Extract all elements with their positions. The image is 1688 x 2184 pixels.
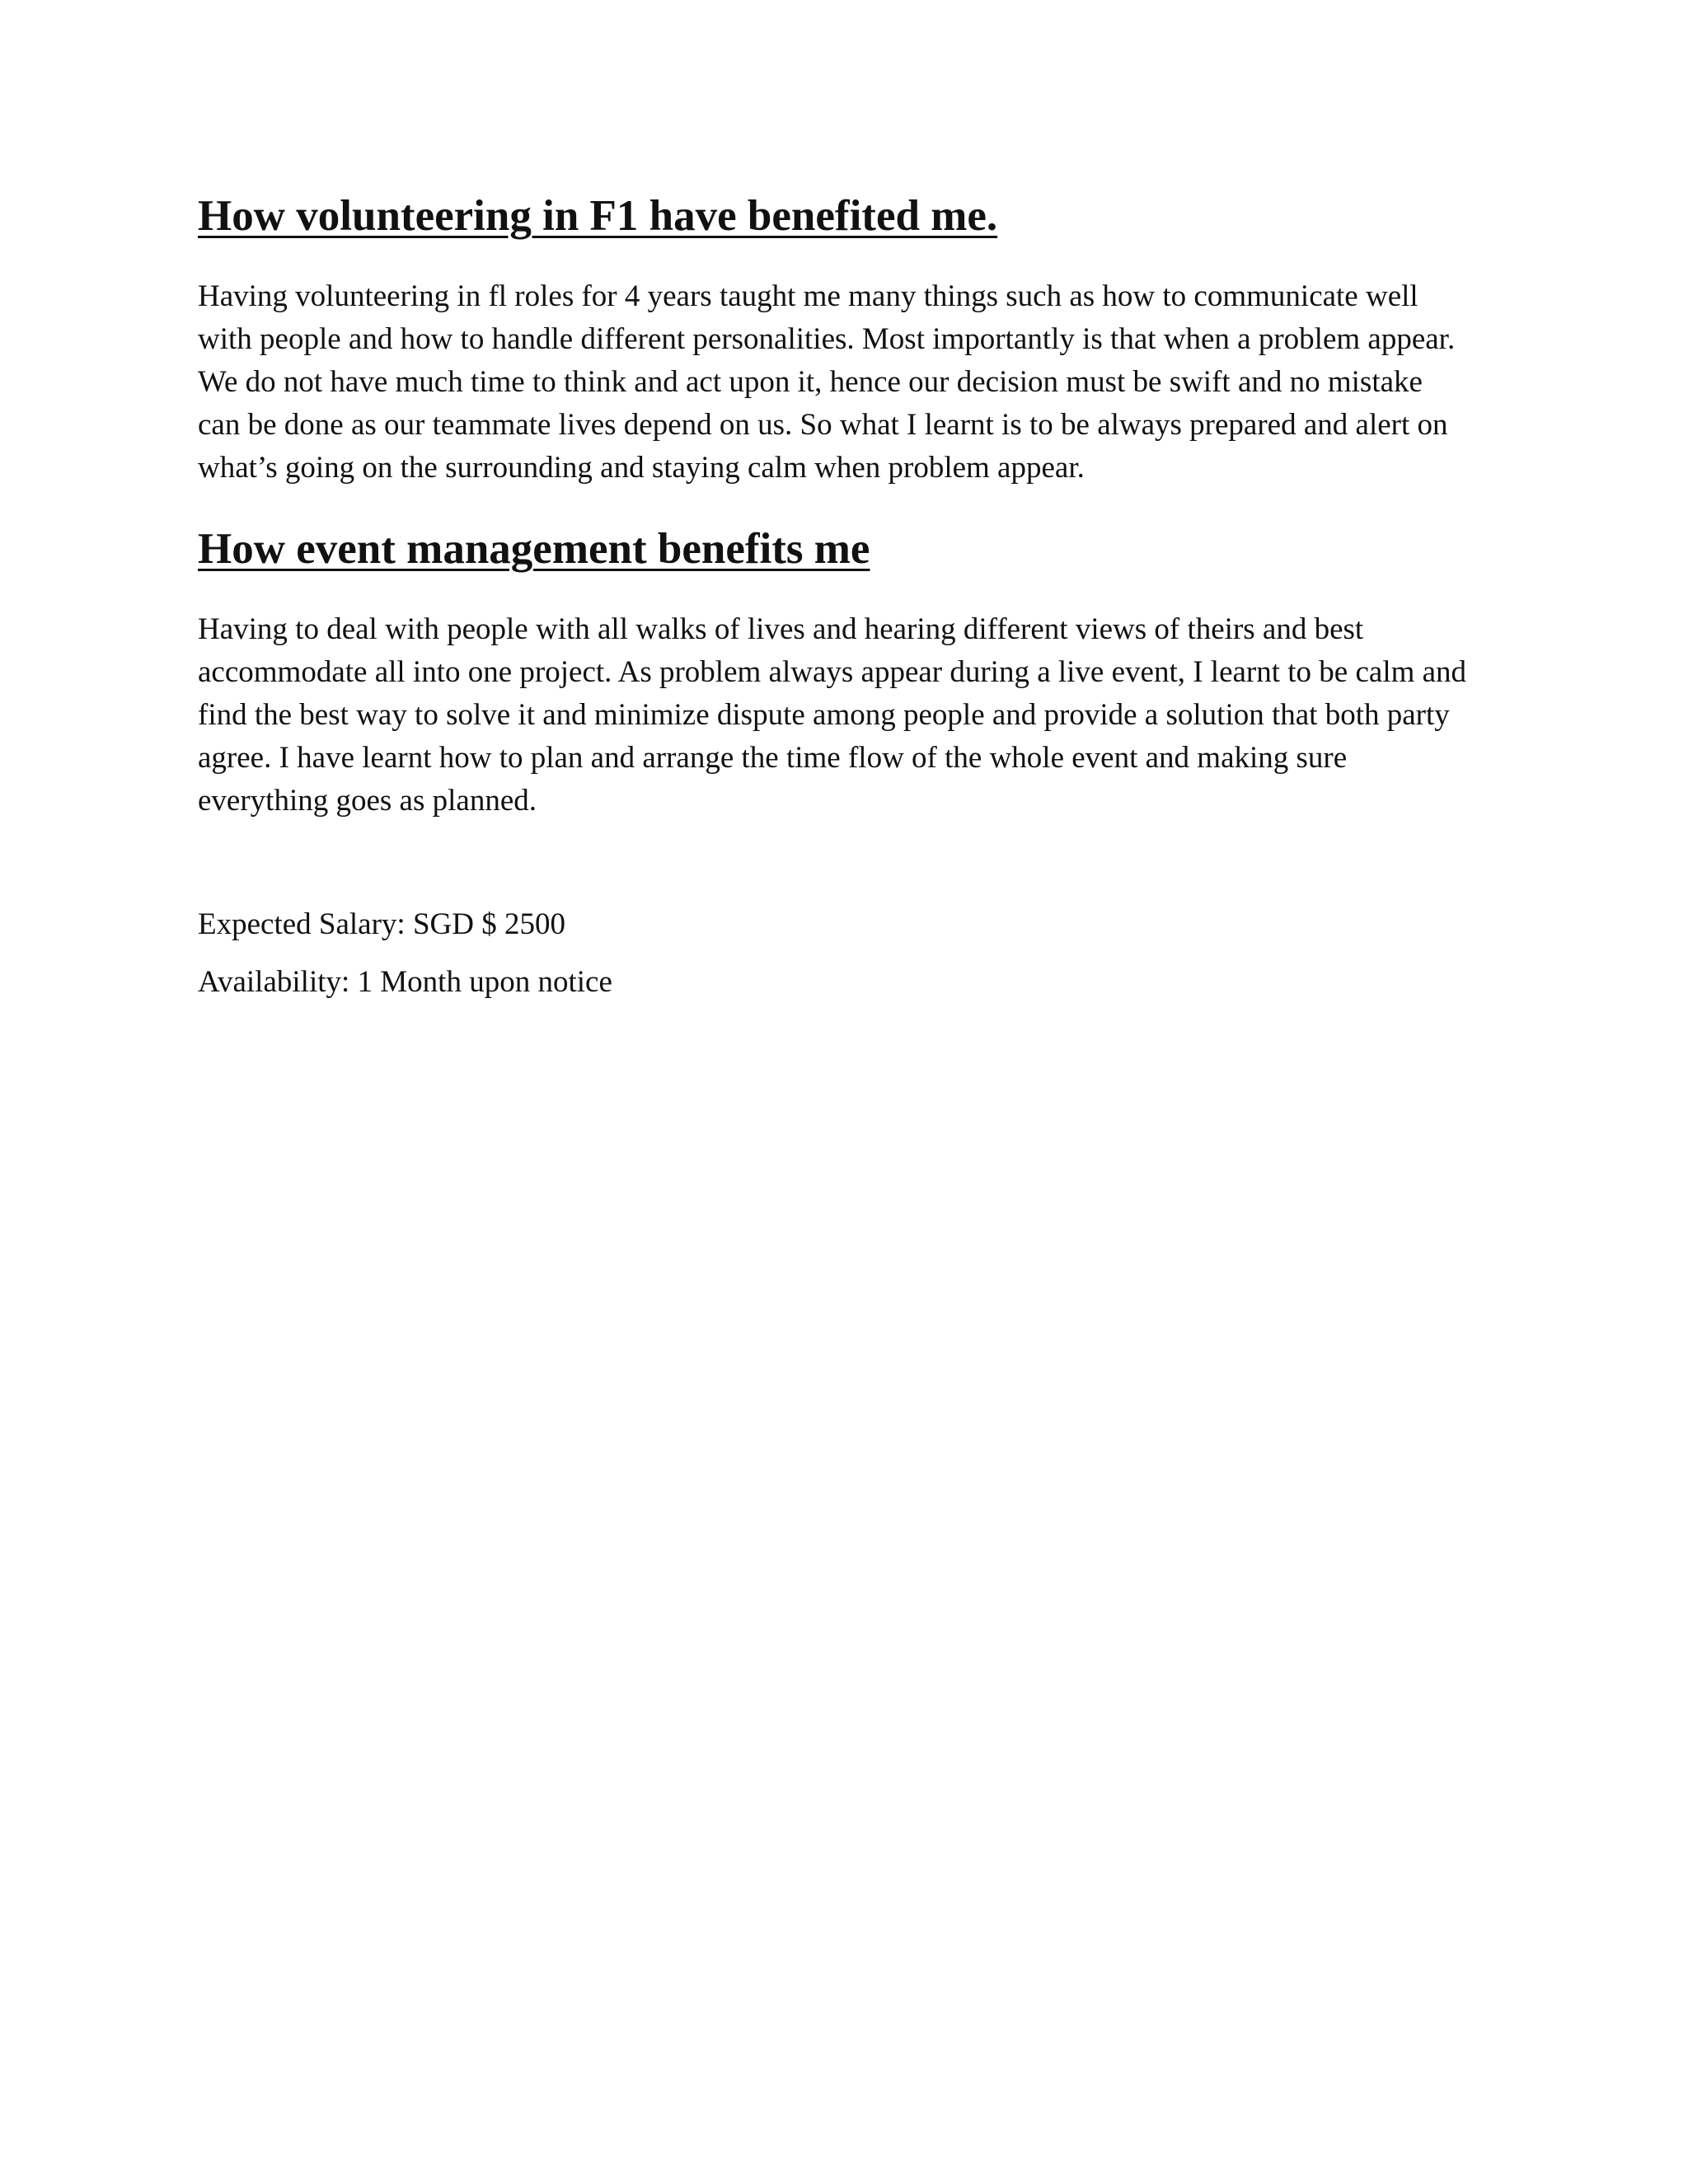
- availability-line: Availability: 1 Month upon notice: [198, 965, 612, 999]
- section-body-event-management: Having to deal with people with all walks of lives and hearing different views of theirs and best accommodate all into one project. As problem always appear during a live event, I learnt to be calm and find the best way to solve it and minimize dispute among people and provide a solution that both party agree. I have learnt how to plan and arrange the time flow of the whole event and making sure everything goes as planned.: [198, 612, 1467, 818]
- section-heading-event-management: How event management benefits me: [198, 525, 870, 573]
- expected-salary-line: Expected Salary: SGD $ 2500: [198, 907, 565, 941]
- section-body-volunteering: Having volunteering in fl roles for 4 years taught me many things such as how to communicate well with people and how to handle different personalities. Most importantly is that when a problem appear. We do not have much time to think and act upon it, hence our decision must be swift and no mistake can be done as our teammate lives depend on us. So what I learnt is to be always prepared and alert on what’s going on the surrounding and staying calm when problem appear.: [198, 279, 1456, 485]
- section-heading-volunteering: How volunteering in F1 have benefited me.: [198, 192, 998, 240]
- document-content: [198, 190, 1467, 1019]
